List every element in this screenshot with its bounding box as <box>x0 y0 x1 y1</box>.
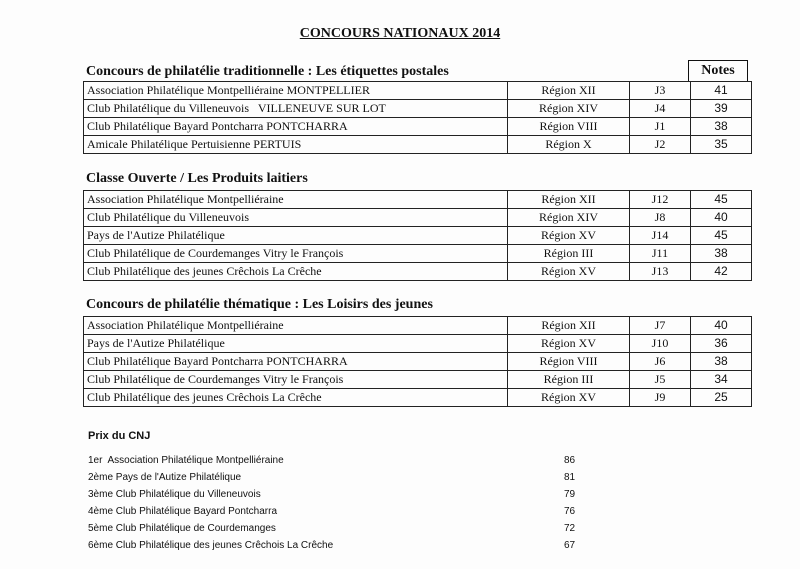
table-row <box>84 263 752 281</box>
prix-score: 67 <box>564 540 576 551</box>
club-name: Association Philatélique Montpelliéraine <box>84 317 508 335</box>
prix-item <box>88 469 608 486</box>
prix-item <box>88 503 608 520</box>
table-row <box>84 136 752 154</box>
club-name: Pays de l'Autize Philatélique <box>84 335 508 353</box>
region: Région XIV <box>508 100 630 118</box>
jury: J3 <box>630 82 691 100</box>
note: 25 <box>691 389 752 407</box>
note: 41 <box>691 82 752 100</box>
table-row <box>84 100 752 118</box>
notes-header: Notes <box>688 60 748 81</box>
prix-label: 4ème Club Philatélique Bayard Pontcharra <box>88 506 277 517</box>
section-title: Concours de philatélie thématique : Les Loisirs des jeunes <box>86 297 433 312</box>
region: Région III <box>508 371 630 389</box>
note: 38 <box>691 118 752 136</box>
region: Région III <box>508 245 630 263</box>
prix-title: Prix du CNJ <box>88 430 151 442</box>
prix-list <box>88 452 608 554</box>
note: 38 <box>691 353 752 371</box>
table-row <box>84 118 752 136</box>
region: Région VIII <box>508 118 630 136</box>
prix-item <box>88 537 608 554</box>
jury: J9 <box>630 389 691 407</box>
jury: J13 <box>630 263 691 281</box>
region: Région XII <box>508 317 630 335</box>
table-row <box>84 335 752 353</box>
jury: J7 <box>630 317 691 335</box>
prix-score: 86 <box>564 455 576 466</box>
section-title: Concours de philatélie traditionnelle : Les étiquettes postales <box>86 64 449 79</box>
prix-label: 3ème Club Philatélique du Villeneuvois <box>88 489 261 500</box>
table-row <box>84 371 752 389</box>
jury: J12 <box>630 191 691 209</box>
prix-label: 5ème Club Philatélique de Courdemanges <box>88 523 276 534</box>
club-name: Amicale Philatélique Pertuisienne PERTUIS <box>84 136 508 154</box>
prix-label: 1er Association Philatélique Montpelliéraine <box>88 455 284 466</box>
prix-label: 6ème Club Philatélique des jeunes Crêchois La Crêche <box>88 540 334 551</box>
jury: J11 <box>630 245 691 263</box>
club-name: Club Philatélique du Villeneuvois VILLENEUVE SUR LOT <box>84 100 508 118</box>
note: 40 <box>691 209 752 227</box>
note: 35 <box>691 136 752 154</box>
section-title: Classe Ouverte / Les Produits laitiers <box>86 171 308 186</box>
prix-score: 72 <box>564 523 576 534</box>
jury: J8 <box>630 209 691 227</box>
club-name: Club Philatélique des jeunes Crêchois La Crêche <box>84 263 508 281</box>
prix-item <box>88 486 608 503</box>
note: 45 <box>691 227 752 245</box>
note: 45 <box>691 191 752 209</box>
jury: J5 <box>630 371 691 389</box>
results-table-classe-ouverte <box>83 190 752 281</box>
club-name: Pays de l'Autize Philatélique <box>84 227 508 245</box>
region: Région XIV <box>508 209 630 227</box>
table-row <box>84 82 752 100</box>
club-name: Association Philatélique Montpelliéraine MONTPELLIER <box>84 82 508 100</box>
region: Région XV <box>508 335 630 353</box>
club-name: Club Philatélique de Courdemanges Vitry le François <box>84 371 508 389</box>
region: Région XV <box>508 389 630 407</box>
note: 40 <box>691 317 752 335</box>
note: 42 <box>691 263 752 281</box>
prix-score: 79 <box>564 489 576 500</box>
region: Région XV <box>508 263 630 281</box>
region: Région VIII <box>508 353 630 371</box>
prix-item <box>88 452 608 469</box>
table-row <box>84 209 752 227</box>
jury: J6 <box>630 353 691 371</box>
table-row <box>84 227 752 245</box>
note: 34 <box>691 371 752 389</box>
document-title: CONCOURS NATIONAUX 2014 <box>299 26 501 41</box>
region: Région XII <box>508 82 630 100</box>
jury: J2 <box>630 136 691 154</box>
jury: J14 <box>630 227 691 245</box>
prix-item <box>88 520 608 537</box>
club-name: Club Philatélique des jeunes Crêchois La Crêche <box>84 389 508 407</box>
note: 39 <box>691 100 752 118</box>
club-name: Club Philatélique Bayard Pontcharra PONTCHARRA <box>84 353 508 371</box>
results-table-thematique <box>83 316 752 407</box>
region: Région X <box>508 136 630 154</box>
region: Région XII <box>508 191 630 209</box>
note: 36 <box>691 335 752 353</box>
region: Région XV <box>508 227 630 245</box>
prix-score: 76 <box>564 506 576 517</box>
club-name: Club Philatélique du Villeneuvois <box>84 209 508 227</box>
table-row <box>84 353 752 371</box>
club-name: Club Philatélique de Courdemanges Vitry le François <box>84 245 508 263</box>
results-table-traditionnelle <box>83 81 752 154</box>
jury: J10 <box>630 335 691 353</box>
jury: J4 <box>630 100 691 118</box>
prix-label: 2ème Pays de l'Autize Philatélique <box>88 472 242 483</box>
table-row <box>84 317 752 335</box>
prix-score: 81 <box>564 472 576 483</box>
note: 38 <box>691 245 752 263</box>
club-name: Association Philatélique Montpelliéraine <box>84 191 508 209</box>
table-row <box>84 389 752 407</box>
table-row <box>84 245 752 263</box>
jury: J1 <box>630 118 691 136</box>
club-name: Club Philatélique Bayard Pontcharra PONTCHARRA <box>84 118 508 136</box>
table-row <box>84 191 752 209</box>
